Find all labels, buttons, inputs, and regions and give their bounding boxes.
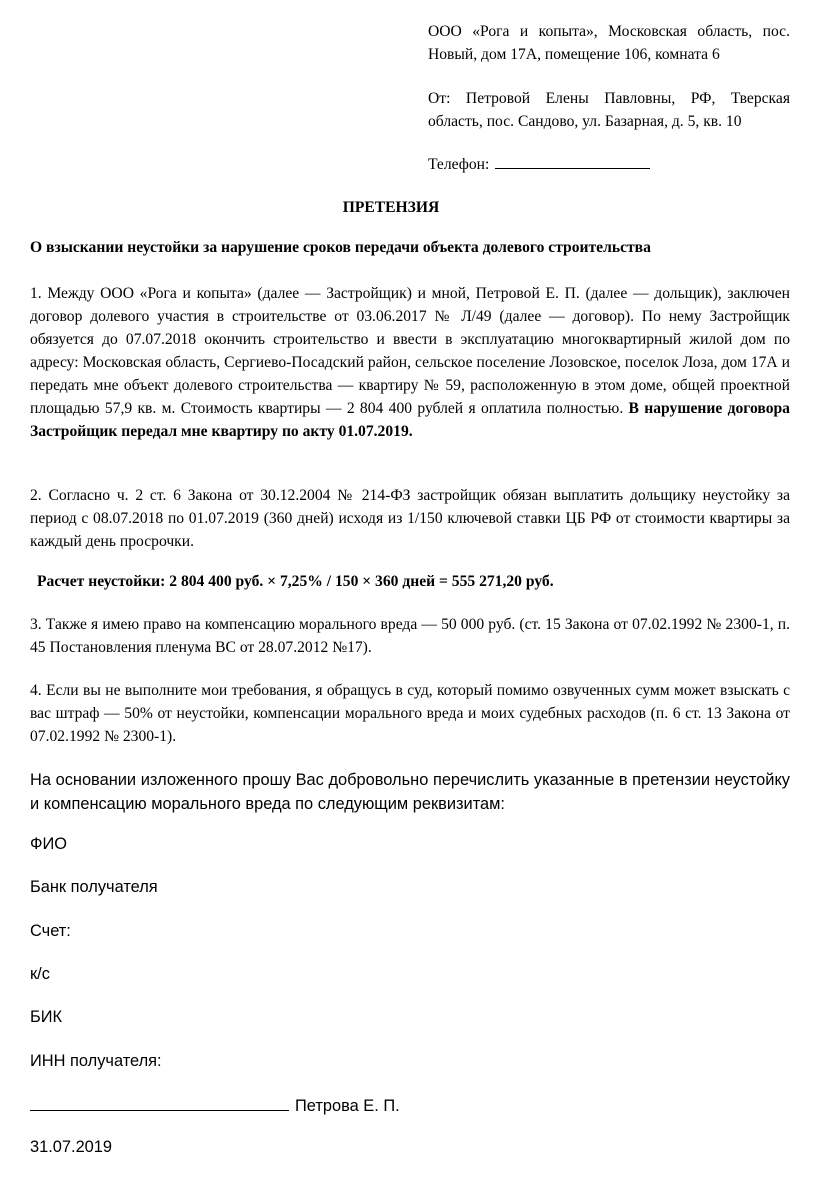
signature-line — [30, 1093, 530, 1118]
paragraph-2: 2. Согласно ч. 2 ст. 6 Закона от 30.12.2004 № 214-ФЗ застройщик обязан выплатить дольщику неустойку за период с 08.07.2018 по 01.07.2019 (360 дней) исходя из 1/150 ключевой ставки ЦБ РФ от стоимости квартиры за каждый день просрочки. — [30, 487, 790, 550]
document-subtitle: О взыскании неустойки за нарушение сроков передачи объекта долевого строительства — [30, 239, 651, 256]
field-bank: Банк получателя — [30, 878, 158, 896]
sender-address: От: Петровой Елены Павловны, РФ, Тверская область, пос. Сандово, ул. Базарная, д. 5, кв. 10 — [428, 90, 790, 130]
request-paragraph: На основании изложенного прошу Вас добровольно перечислить указанные в претензии неустойку и компенсацию морального вреда по следующим реквизитам: — [30, 771, 790, 813]
paragraph-1-bold: В нарушение договора Застройщик передал мне квартиру по акту 01.07.2019. — [30, 400, 790, 440]
phone-label: Телефон: — [428, 156, 490, 173]
signature-name: Петрова Е. П. — [295, 1097, 400, 1115]
signature-blank — [30, 1093, 289, 1111]
phone-line — [428, 153, 790, 176]
paragraph-3: 3. Также я имею право на компенсацию морального вреда — 50 000 руб. (ст. 15 Закона от 07.02.1992 № 2300-1, п. 45 Постановления пленума ВС от 28.07.2012 №17). — [30, 616, 790, 656]
field-ks: к/с — [30, 965, 50, 983]
field-fio: ФИО — [30, 835, 67, 853]
paragraph-1 — [30, 282, 790, 443]
phone-blank — [495, 153, 650, 169]
paragraph-1-text: 1. Между ООО «Рога и копыта» (далее — Застройщик) и мной, Петровой Е. П. (далее — дольщик), заключен договор долевого участия в строительстве от 03.06.2017 № Л/49 (далее — договор). По нему Застройщик обязуется до 07.07.2018 окончить строительство и ввести в эксплуатацию многоквартирный жилой дом по адресу: Московская область, Сергиево-Посадский район, сельское поселение Лозовское, поселок Лоза, дом 17А и передать мне объект долевого строительства — квартиру № 59, расположенную в этом доме, общей проектной площадью 57,9 кв. м. Стоимость квартиры — 2 804 400 рублей я оплатила полностью. — [30, 285, 790, 417]
field-bik: БИК — [30, 1008, 63, 1026]
paragraph-4: 4. Если вы не выполните мои требования, я обращусь в суд, который помимо озвученных сумм может взыскать с вас штраф — 50% от неустойки, компенсации морального вреда и моих судебных расходов (п. 6 ст. 13 Закона от 07.02.1992 № 2300-1). — [30, 682, 790, 745]
document-date: 31.07.2019 — [30, 1138, 113, 1156]
recipient-address: ООО «Рога и копыта», Московская область, пос. Новый, дом 17А, помещение 106, комната 6 — [428, 23, 790, 63]
penalty-calculation: Расчет неустойки: 2 804 400 руб. × 7,25% / 150 × 360 дней = 555 271,20 руб. — [37, 573, 554, 590]
header-block — [428, 0, 790, 180]
field-account: Счет: — [30, 922, 71, 940]
field-inn: ИНН получателя: — [30, 1052, 162, 1070]
document-title: ПРЕТЕНЗИЯ — [342, 199, 440, 216]
